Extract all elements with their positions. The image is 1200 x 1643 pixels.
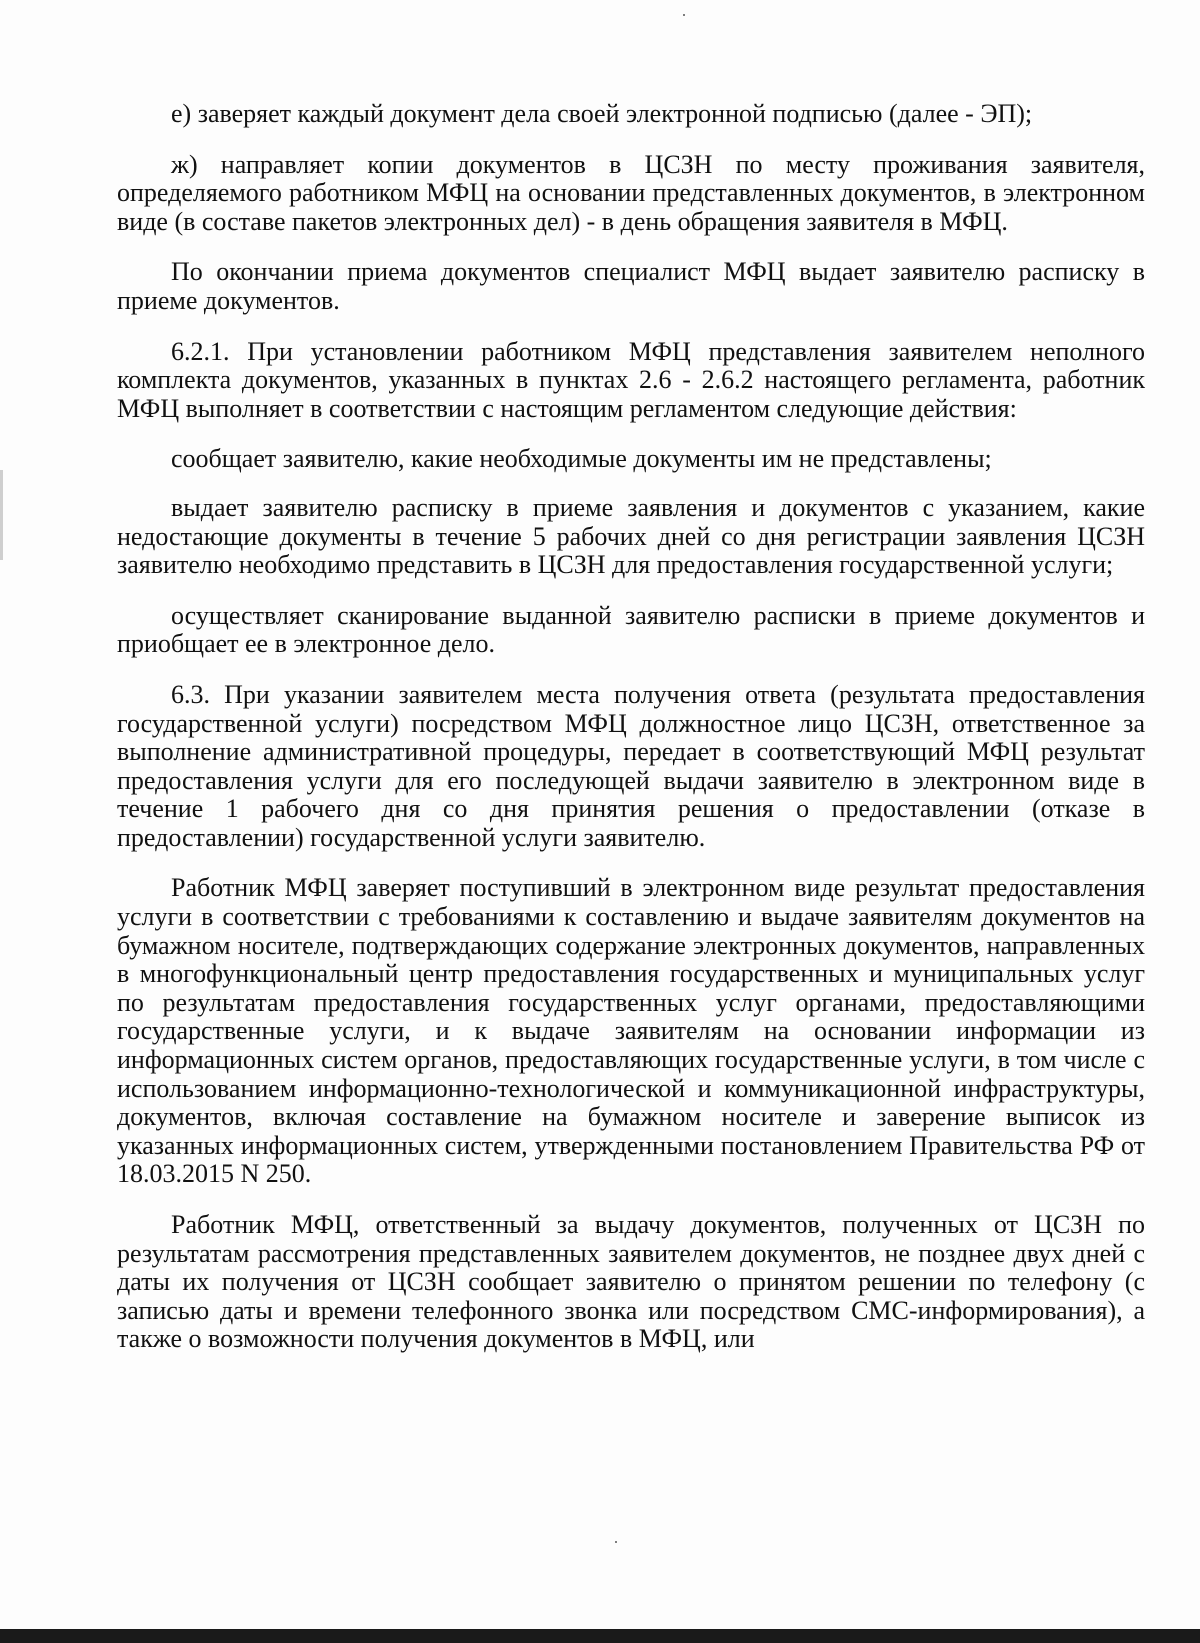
paragraph-6-3: 6.3. При указании заявителем места получения ответа (результата предоставления государственной услуги) посредством МФЦ должностное лицо ЦСЗН, ответственное за выполнение административной процедуры, передает в соответствующий МФЦ результат предоставления услуги для его последующей выдачи заявителю в электронном виде в течение 1 рабочего дня со дня принятия решения о предоставлении (отказе в предоставлении) государственной услуги заявителю. [117,679,1145,852]
document-body [117,100,1145,1376]
paragraph-issues-receipt: выдает заявителю расписку в приеме заявления и документов с указанием, какие недостающие документы в течение 5 рабочих дней со дня регистрации заявления ЦСЗН заявителю необходимо представить в ЦСЗН для предоставления государственной услуги; [117,492,1145,580]
paragraph-6-2-1: 6.2.1. При установлении работником МФЦ представления заявителем неполного комплекта документов, указанных в пунктах 2.6 - 2.6.2 настоящего регламента, работник МФЦ выполняет в соответствии с настоящим регламентом следующие действия: [117,336,1145,423]
paragraph-receipt: По окончании приема документов специалист МФЦ выдает заявителю расписку в приеме документов. [117,257,1145,315]
paragraph-responsible: Работник МФЦ, ответственный за выдачу документов, полученных от ЦСЗН по результатам рассмотрения представленных заявителем документов, не позднее двух дней с даты их получения от ЦСЗН сообщает заявителю о принятом решении по телефону (с записью даты и времени телефонного звонка или посредством СМС-информирования), а также о возможности получения документов в МФЦ, или [117,1210,1145,1354]
scan-bottom-border [0,1629,1200,1643]
paragraph-certifies: Работник МФЦ заверяет поступивший в электронном виде результат предоставления услуги в соответствии с требованиями к составлению и выдаче заявителям документов на бумажном носителе, подтверждающих содержание электронных документов, направленных в многофункциональный центр предоставления государственных и муниципальных услуг по результатам предоставления государственных услуг органами, предоставляющими государственные услуги, и к выдаче заявителям на основании информации из информационных систем органов, предоставляющих государственные услуги, в том числе с использованием информационно-технологической и коммуникационной инфраструктуры, документов, включая составление на бумажном носителе и заверение выписок из указанных информационных систем, утвержденными постановлением Правительства РФ от 18.03.2015 N 250. [117,873,1145,1189]
paragraph-e: е) заверяет каждый документ дела своей электронной подписью (далее - ЭП); [171,99,1033,128]
scan-speck [683,14,685,16]
paragraph-informs: сообщает заявителю, какие необходимые документы им не представлены; [171,444,992,474]
paragraph-scanning: осуществляет сканирование выданной заявителю расписки в приеме документов и приобщает ее в электронное дело. [117,600,1145,659]
scan-speck [615,1541,617,1543]
scan-edge-mark [0,470,3,560]
paragraph-zh: ж) направляет копии документов в ЦСЗН по месту проживания заявителя, определяемого работником МФЦ на основании представленных документов, в электронном виде (в составе пакетов электронных дел) - в день обращения заявителя в МФЦ. [117,149,1145,236]
